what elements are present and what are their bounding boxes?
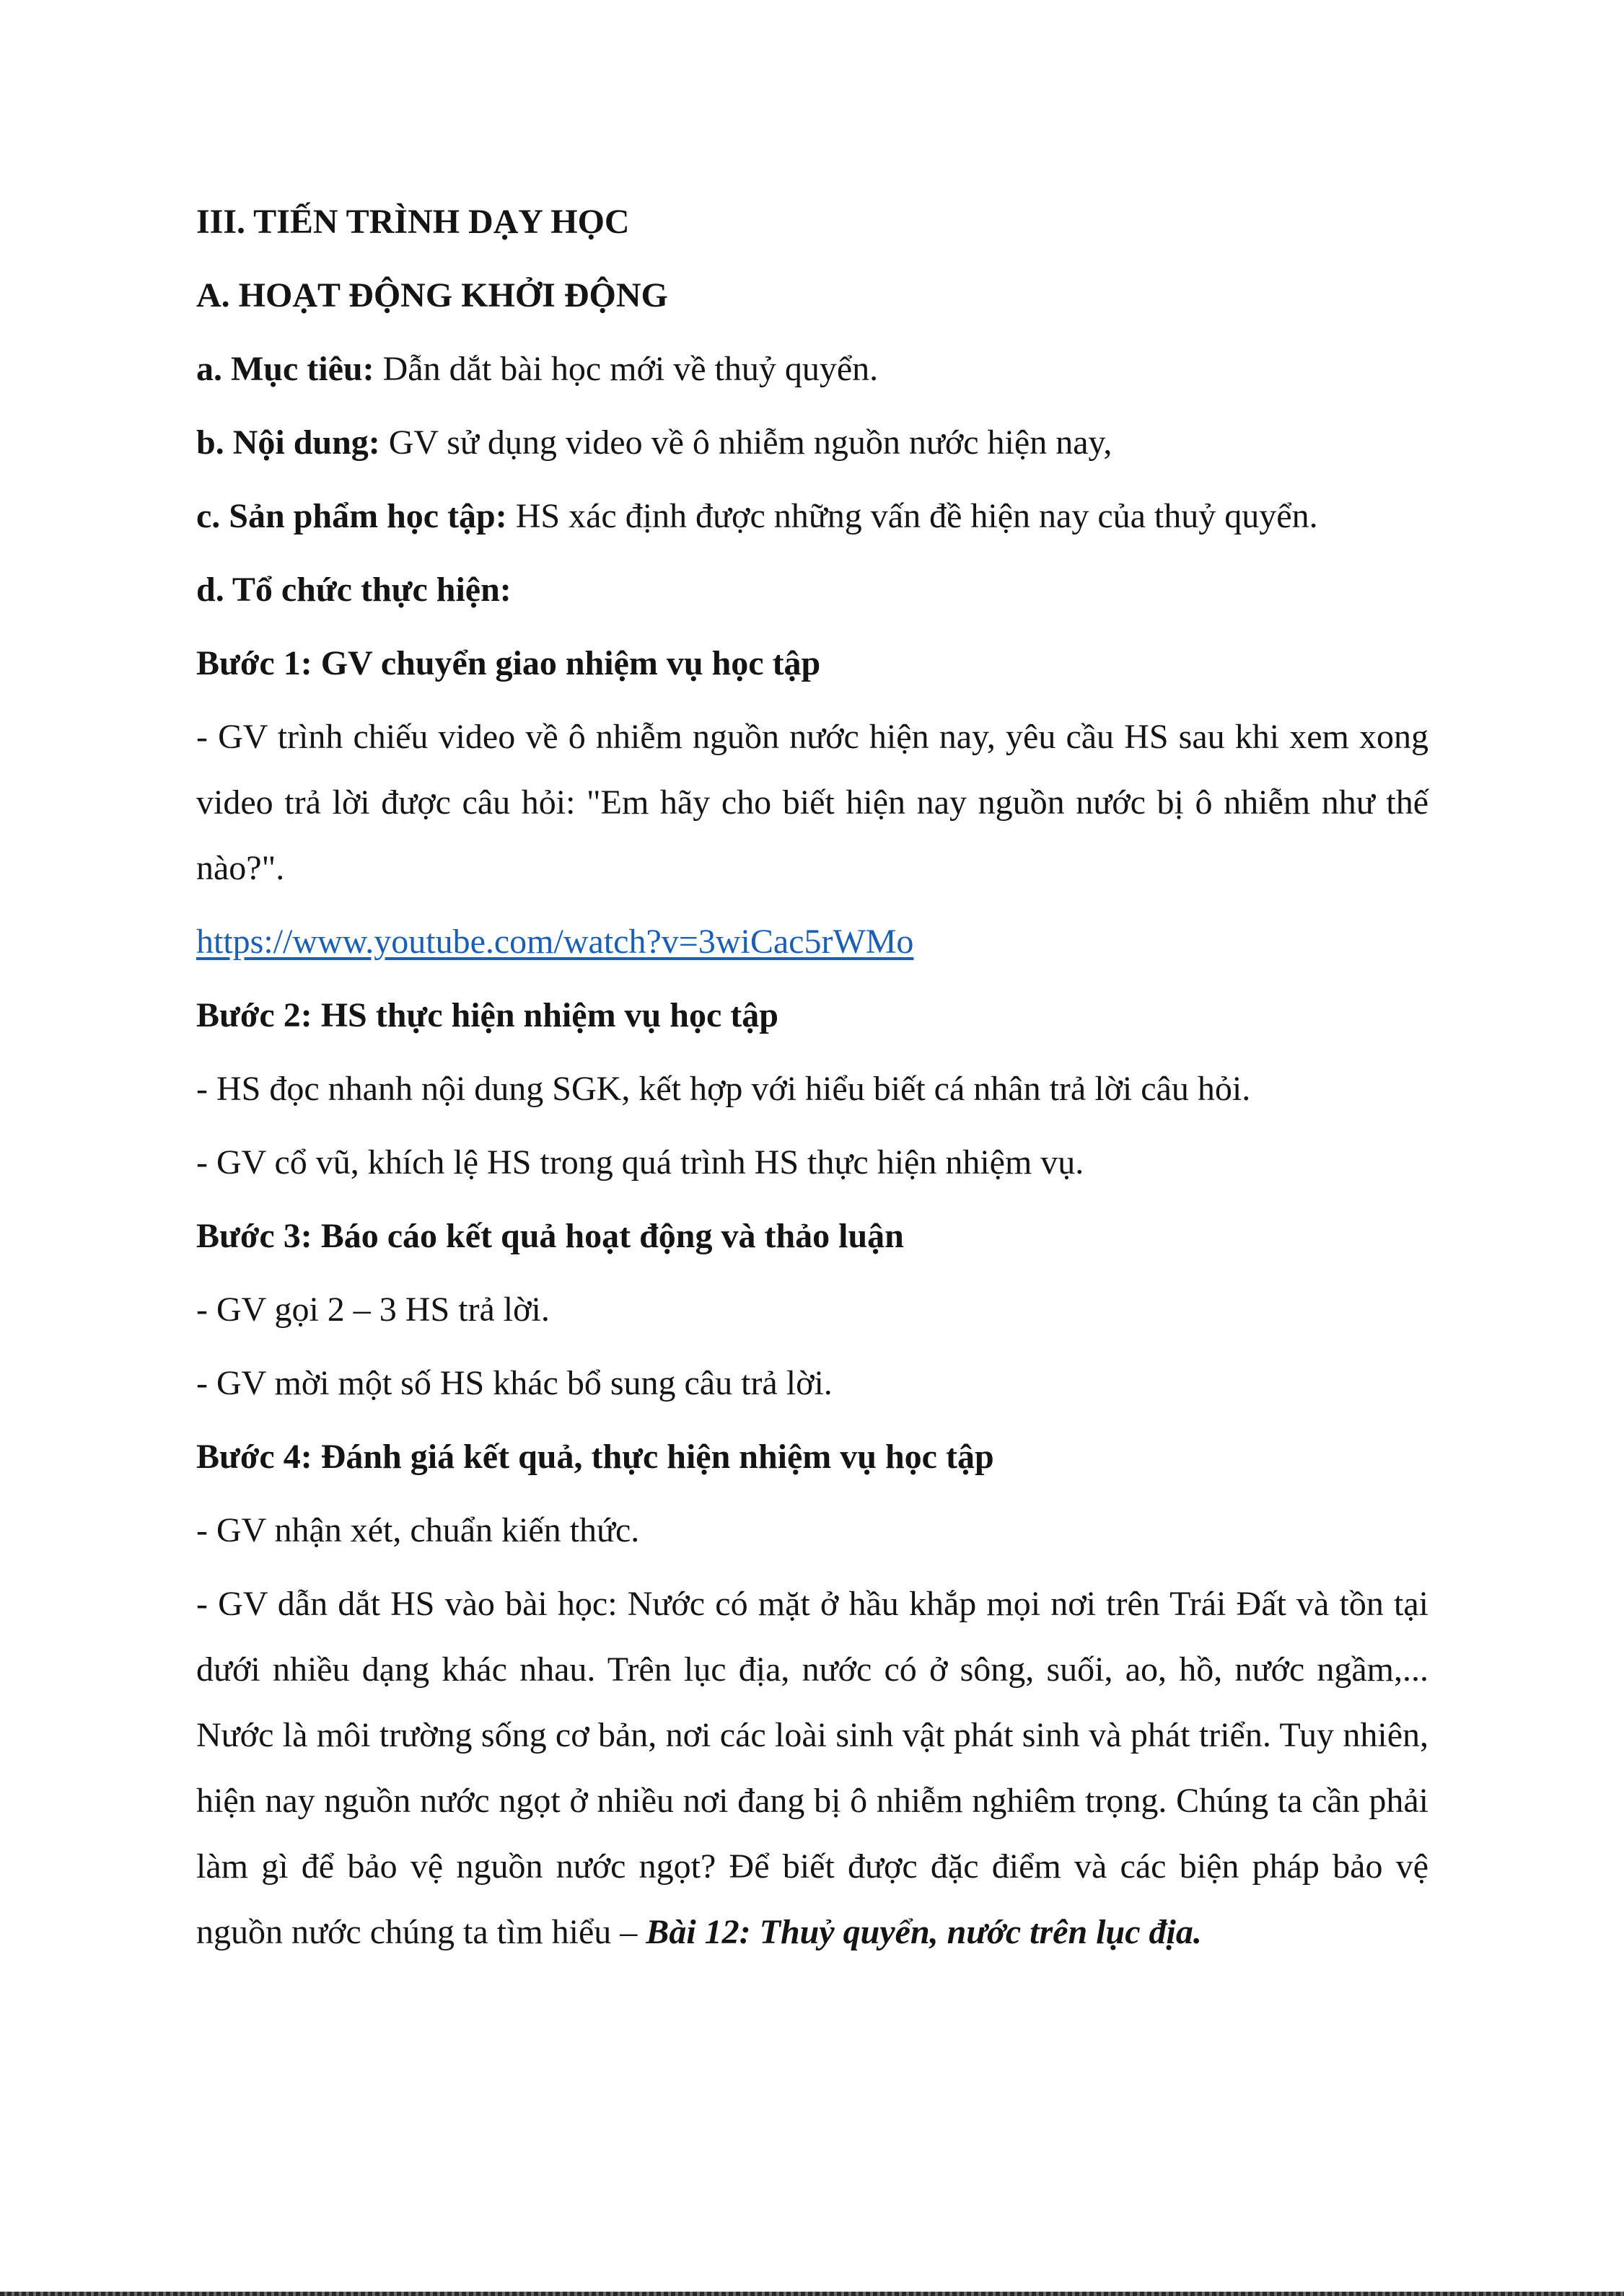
step1-title: Bước 1: GV chuyển giao nhiệm vụ học tập [196,644,821,682]
step2-line1: - HS đọc nhanh nội dung SGK, kết hợp với hiểu biết cá nhân trả lời câu hỏi. [196,1070,1251,1108]
section-heading: III. TIẾN TRÌNH DẠY HỌC [196,203,630,241]
objective-paragraph [196,336,1428,402]
content-text: GV sử dụng video về ô nhiễm nguồn nước hiện nay, [379,423,1112,462]
step4-line1: - GV nhận xét, chuẩn kiến thức. [196,1511,640,1549]
activity-heading: A. HOẠT ĐỘNG KHỞI ĐỘNG [196,276,668,315]
organization-label: d. Tổ chức thực hiện: [196,571,512,609]
product-label: c. Sản phẩm học tập: [196,497,507,535]
step4-line2: - GV dẫn dắt HS vào bài học: Nước có mặt ở hầu khắp mọi nơi trên Trái Đất và tồn tại dưới nhiều dạng khác nhau. Trên lục địa, nước có ở sông, suối, ao, hồ, nước ngầm,... Nước là môi trường sống cơ bản, nơi các loài sinh vật phát sinh và phát triển. Tuy nhiên, hiện nay nguồn nước ngọt ở nhiều nơi đang bị ô nhiễm nghiêm trọng. Chúng ta cần phải làm gì để bảo vệ nguồn nước ngọt? Để biết được đặc điểm và các biện pháp bảo vệ nguồn nước chúng ta tìm hiểu – [196,1585,1428,1951]
objective-label: a. Mục tiêu: [196,350,374,388]
objective-text: Dẫn dắt bài học mới về thuỷ quyển. [374,350,879,388]
page-bottom-border [0,2292,1624,2296]
step1-text: - GV trình chiếu video về ô nhiễm nguồn nước hiện nay, yêu cầu HS sau khi xem xong video trả lời được câu hỏi: "Em hãy cho biết hiện nay nguồn nước bị ô nhiễm như thế nào?". [196,718,1428,887]
step3-line2: - GV mời một số HS khác bổ sung câu trả lời. [196,1364,833,1402]
video-link[interactable]: https://www.youtube.com/watch?v=3wiCac5rWMo [196,923,914,961]
document-page [196,189,1428,1973]
step3-title: Bước 3: Báo cáo kết quả hoạt động và thảo luận [196,1217,904,1255]
lesson-reference: Bài 12: Thuỷ quyển, nước trên lục địa. [646,1913,1202,1951]
content-label: b. Nội dung: [196,423,380,462]
content-paragraph [196,410,1428,475]
product-paragraph [196,483,1428,549]
step2-line2: - GV cổ vũ, khích lệ HS trong quá trình HS thực hiện nhiệm vụ. [196,1143,1084,1182]
step2-title: Bước 2: HS thực hiện nhiệm vụ học tập [196,996,778,1034]
product-text: HS xác định được những vấn đề hiện nay của thuỷ quyển. [506,497,1318,535]
step4-title: Bước 4: Đánh giá kết quả, thực hiện nhiệm vụ học tập [196,1438,994,1476]
step4-paragraph [196,1571,1428,1965]
step3-line1: - GV gọi 2 – 3 HS trả lời. [196,1290,550,1329]
video-link-paragraph [196,909,1428,975]
